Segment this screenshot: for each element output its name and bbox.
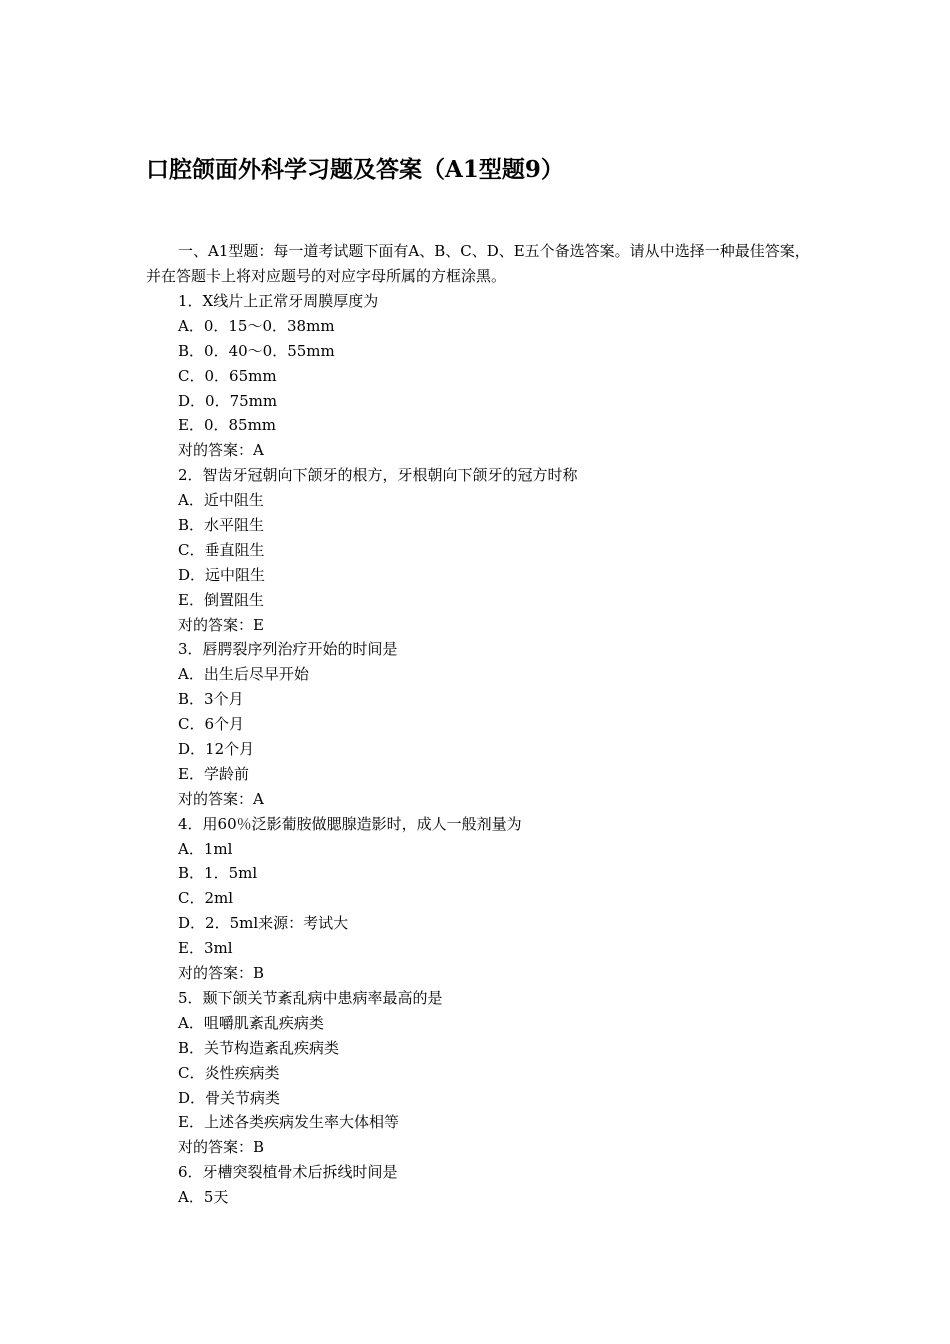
text-line: B．水平阻生 — [178, 516, 265, 535]
text-line: A．0．15～0．38mm — [178, 316, 335, 335]
text-line: C．垂直阻生 — [178, 540, 265, 559]
text-line: 对的答案：E — [178, 615, 264, 634]
text-line: E．3ml — [178, 939, 233, 958]
text-line: 对的答案：A — [178, 789, 264, 808]
text-line: E．倒置阻生 — [178, 590, 264, 609]
text-line: A．出生后尽早开始 — [178, 665, 309, 684]
text-line: C．0．65mm — [178, 366, 277, 385]
text-line: 4．用60％泛影葡胺做腮腺造影时，成人一般剂量为 — [178, 814, 522, 833]
text-line: B．0．40～0．55mm — [178, 341, 335, 360]
text-line: B．关节构造紊乱疾病类 — [178, 1038, 340, 1057]
text-line: A．1ml — [178, 839, 233, 858]
text-line: 3．唇腭裂序列治疗开始的时间是 — [178, 640, 398, 659]
text-line: E．学龄前 — [178, 764, 249, 783]
text-line: 对的答案：A — [178, 441, 264, 460]
text-line: 2．智齿牙冠朝向下颌牙的根方，牙根朝向下颌牙的冠方时称 — [178, 466, 578, 485]
text-line: D．0．75mm — [178, 391, 278, 410]
text-line: B．3个月 — [178, 690, 244, 709]
text-line: D．远中阻生 — [178, 565, 266, 584]
text-line: D．2．5ml来源：考试大 — [178, 914, 349, 933]
text-line: C．炎性疾病类 — [178, 1063, 280, 1082]
text-line: D．12个月 — [178, 740, 255, 759]
text-line: 1．X线片上正常牙周膜厚度为 — [178, 292, 379, 310]
text-line: 5．颞下颌关节紊乱病中患病率最高的是 — [178, 988, 443, 1007]
text-line: 6．牙槽突裂植骨术后拆线时间是 — [178, 1163, 398, 1182]
text-line: 对的答案：B — [178, 964, 265, 983]
text-line: 对的答案：B — [178, 1138, 265, 1157]
text-line: E．上述各类疾病发生率大体相等 — [178, 1113, 399, 1132]
question-list — [178, 289, 578, 1210]
text-line: A．咀嚼肌紊乱疾病类 — [178, 1013, 324, 1032]
page-title: 口腔颌面外科学习题及答案（A1型题9） — [146, 156, 564, 183]
text-line: C．2ml — [178, 889, 234, 908]
text-line: A．近中阻生 — [178, 491, 264, 510]
text-line: D．骨关节病类 — [178, 1088, 281, 1107]
text-line: A．5天 — [178, 1188, 229, 1207]
text-line: C．6个月 — [178, 715, 245, 734]
text-line: B．1．5ml — [178, 864, 258, 883]
instructions-paragraph: 一、A1型题：每一道考试题下面有A、B、C、D、E五个备选答案。请从中选择一种最佳答案，并在答题卡上将对应题号的对应字母所属的方框涂黑。 — [146, 242, 810, 285]
text-line: E．0．85mm — [178, 416, 277, 435]
